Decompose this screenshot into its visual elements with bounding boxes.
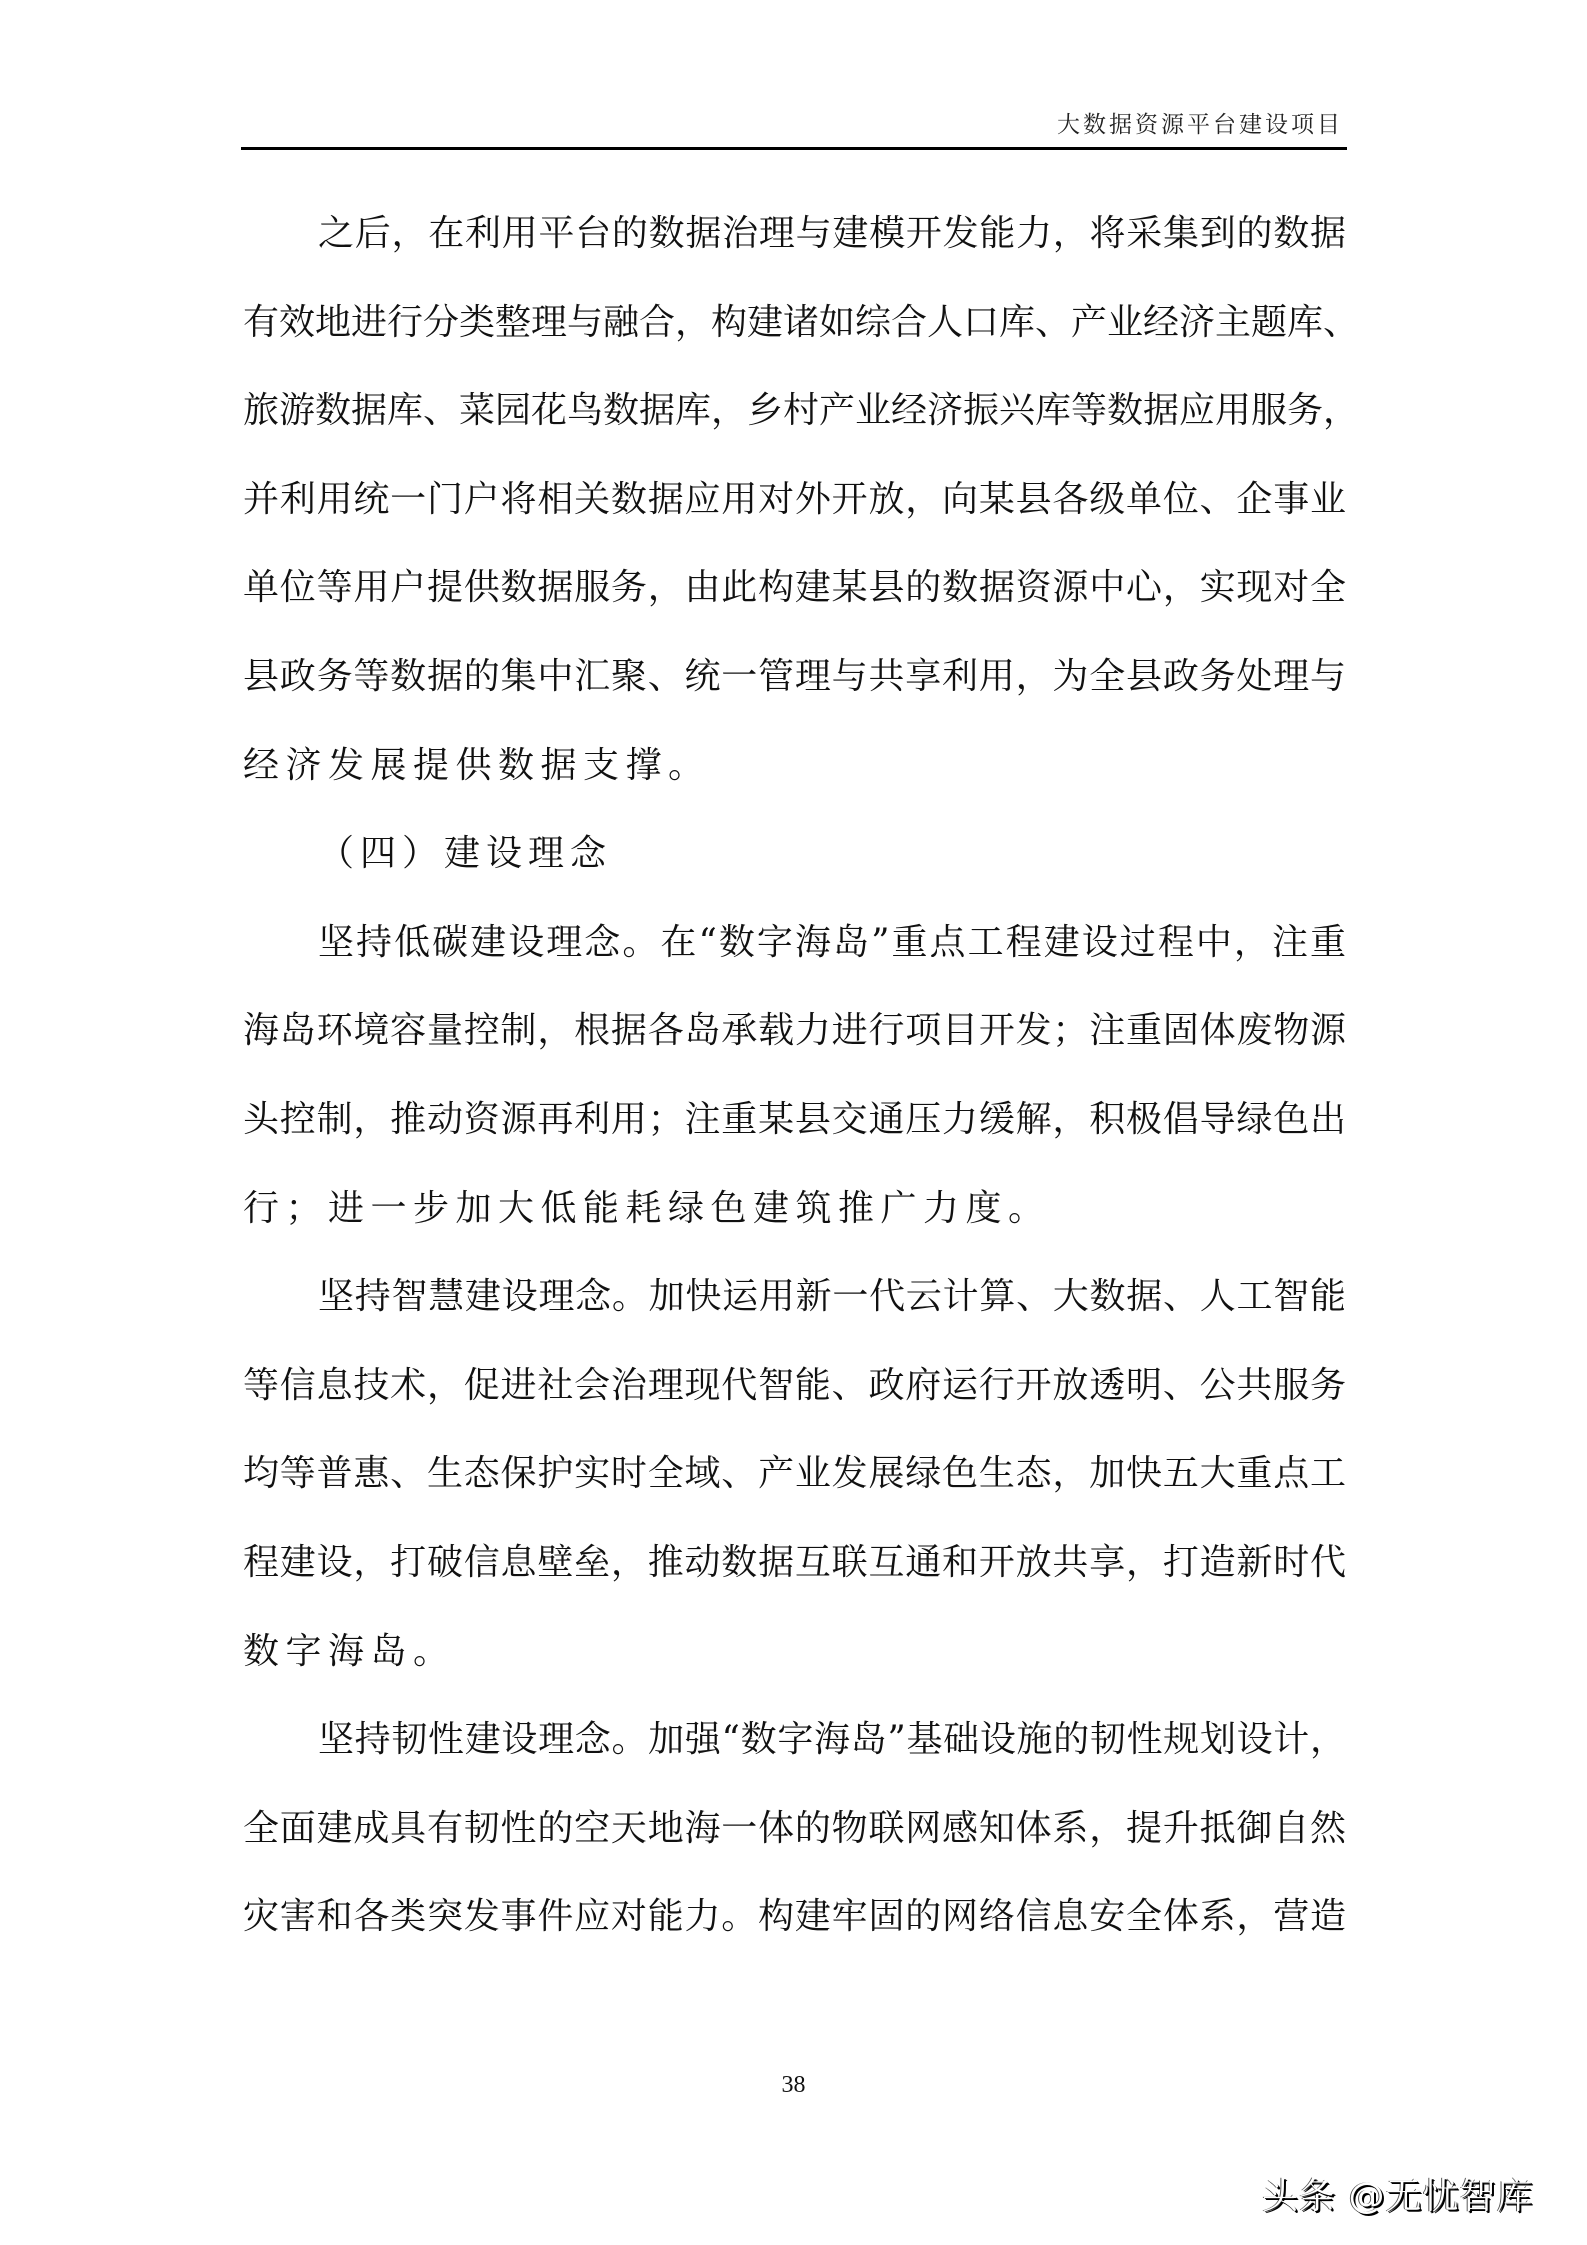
paragraph-line: 海岛环境容量控制，根据各岛承载力进行项目开发；注重固体废物源 — [243, 1010, 1346, 1052]
paragraph-line: 旅游数据库、菜园花鸟数据库，乡村产业经济振兴库等数据应用服务， — [243, 390, 1360, 432]
paragraph-line: 等信息技术，促进社会治理现代智能、政府运行开放透明、公共服务 — [243, 1364, 1346, 1406]
paragraph-line: 并利用统一门户将相关数据应用对外开放，向某县各级单位、企事业 — [243, 478, 1346, 520]
paragraph-line: 全面建成具有韧性的空天地海一体的物联网感知体系，提升抵御自然 — [243, 1807, 1346, 1849]
paragraph-line: 坚持智慧建设理念。加快运用新一代云计算、大数据、人工智能 — [318, 1276, 1346, 1318]
paragraph-line: 县政务等数据的集中汇聚、统一管理与共享利用，为全县政务处理与 — [243, 655, 1346, 697]
paragraph-line: 均等普惠、生态保护实时全域、产业发展绿色生态，加快五大重点工 — [243, 1453, 1346, 1495]
paragraph-line: 之后，在利用平台的数据治理与建模开发能力，将采集到的数据 — [318, 213, 1346, 254]
body-text — [243, 204, 1360, 1976]
paragraph-line: 经济发展提供数据支撑。 — [243, 744, 711, 786]
paragraph-line: 坚持低碳建设理念。在“数字海岛”重点工程建设过程中，注重 — [318, 921, 1346, 963]
paragraph-line: 单位等用户提供数据服务，由此构建某县的数据资源中心，实现对全 — [243, 567, 1346, 609]
paragraph-line: 头控制，推动资源再利用；注重某县交通压力缓解，积极倡导绿色出 — [243, 1098, 1346, 1140]
paragraph-line: 有效地进行分类整理与融合，构建诸如综合人口库、产业经济主题库、 — [243, 301, 1360, 343]
watermark-text: 头条 @无忧智库 — [1262, 2176, 1534, 2217]
paragraph-line: 灾害和各类突发事件应对能力。构建牢固的网络信息安全体系，营造 — [243, 1896, 1346, 1938]
paragraph-line: 数字海岛。 — [243, 1630, 456, 1672]
paragraph-line: 行；进一步加大低能耗绿色建筑推广力度。 — [243, 1187, 1051, 1229]
running-header-title: 大数据资源平台建设项目 — [1057, 112, 1343, 138]
paragraph-line: 坚持韧性建设理念。加强“数字海岛”基础设施的韧性规划设计， — [318, 1719, 1346, 1761]
paragraph-line: 程建设，打破信息壁垒，推动数据互联互通和开放共享，打造新时代 — [243, 1541, 1346, 1583]
section-heading: （四）建设理念 — [318, 833, 613, 875]
page-number: 38 — [781, 2072, 806, 2098]
header-divider — [241, 147, 1347, 150]
